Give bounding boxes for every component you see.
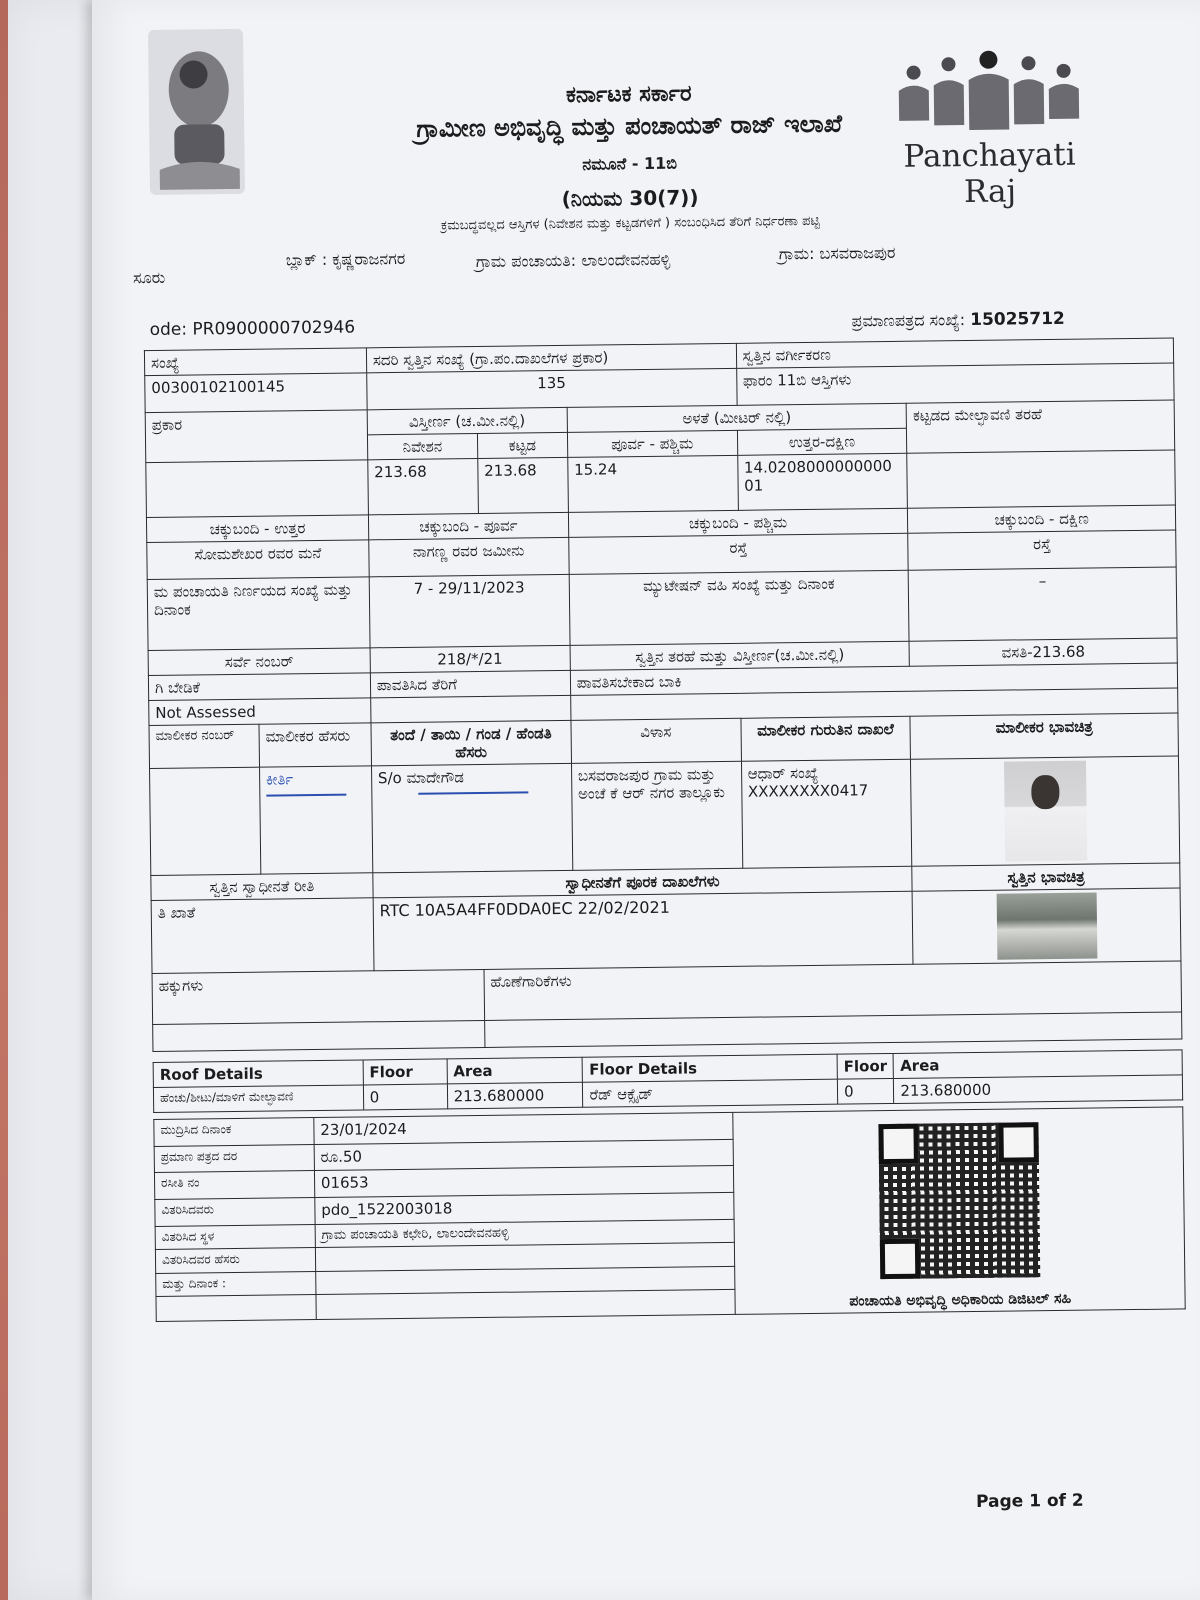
site-value: 213.68 (368, 459, 479, 515)
roof-type-label: ಕಟ್ಟಡದ ಮೇಲ್ಛಾವಣಿ ತರಹೆ (906, 400, 1174, 453)
owner-parent: S/o ಮಾದೇಗೌಡ (377, 768, 465, 788)
receipt-label: ರಸೀತಿ ನಂ (154, 1171, 314, 1200)
roof-floor: 0 (363, 1084, 447, 1110)
page-number: Page 1 of 2 (975, 1490, 1084, 1512)
dimension-label: ಅಳತೆ (ಮೀಟರ್ ನಲ್ಲಿ) (567, 403, 907, 432)
printed-date: 23/01/2024 (314, 1112, 734, 1144)
roof-details-title: Roof Details (153, 1060, 363, 1088)
owner-id-type: ಆಧಾರ್ ಸಂಖ್ಯೆ (747, 763, 819, 783)
owner-name-cell (259, 766, 372, 874)
property-code: ode: PR0900000702946 (149, 317, 356, 341)
roof-area: 213.680000 (447, 1082, 583, 1109)
gram-panchayat: ಗ್ರಾಮ ಪಂಚಾಯತಿ: ಲಾಲಂದೇವನಹಳ್ಳಿ (475, 249, 671, 272)
classification-value: ಫಾರಂ 11ಬಿ ಆಸ್ತಿಗಳು (736, 363, 1174, 405)
owner-photo-label: ಮಾಲೀಕರ ಭಾವಚಿತ್ರ (910, 713, 1178, 759)
owner-value-row (150, 756, 1180, 876)
issue-table (153, 1106, 1185, 1322)
north-south-value: 14.020800000000001 (737, 453, 907, 510)
floor-floor: 0 (837, 1078, 894, 1104)
possession-docs-label: ಸ್ವಾಧೀನತೆಗೆ ಪೂರಕ ದಾಖಲೆಗಳು (373, 866, 913, 898)
property-photo (996, 892, 1097, 959)
blank-label (156, 1295, 316, 1322)
liabilities-label: ಹೊಣೆಗಾರಿಕೆಗಳು (484, 961, 1182, 1021)
owner-id-label: ಮಾಲೀಕರ ಗುರುತಿನ ದಾಖಲೆ (741, 716, 911, 761)
owner-parent-label: ತಂದೆ / ತಾಯಿ / ಗಂಡ / ಹೆಂಡತಿ ಹೆಸರು (371, 720, 571, 765)
department-title: ಗ್ರಾಮೀಣ ಅಭಿವೃದ್ಧಿ ಮತ್ತು ಪಂಚಾಯತ್ ರಾಜ್ ಇಲಾಖೆ (416, 109, 843, 143)
roof-floor-table (153, 1049, 1184, 1113)
owner-no-value (150, 767, 261, 875)
owner-photo-cell (911, 756, 1180, 866)
owner-name-label: ಮಾಲೀಕರ ಹೆಸರು (259, 723, 371, 767)
qr-code-icon (878, 1122, 1040, 1279)
type-label: ಪ್ರಕಾರ (145, 410, 367, 463)
owner-address: ಬಸವರಾಜಪುರ ಗ್ರಾಮ ಮತ್ತು ಅಂಚೆ ಕೆ ಆರ್ ನಗರ ತಾಲ್ಲೂಕು (571, 761, 742, 870)
pen-underline (266, 794, 346, 796)
panchayati-raj-text: Panchayati Raj (903, 136, 1076, 211)
possession-docs-value: RTC 10A5A4FF0DDA0EC 22/02/2021 (373, 891, 913, 971)
government-title: ಕರ್ನಾಟಕ ಸರ್ಕಾರ (565, 81, 692, 108)
type-value (146, 460, 368, 518)
property-id-label: ಸಂಖ್ಯೆ (144, 348, 366, 376)
west-boundary-label: ಚಕ್ಕುಬಂದಿ - ಪಶ್ಚಿಮ (568, 508, 908, 537)
blank-value (316, 1289, 736, 1319)
gp-number-label: ಸದರಿ ಸ್ವತ್ತಿನ ಸಂಖ್ಯೆ (ಗ್ರಾ.ಪಂ.ದಾಖಲೆಗಳ ಪ್ರಕಾರ) (366, 343, 736, 373)
owner-address-label: ವಿಳಾಸ (571, 718, 741, 763)
west-boundary: ರಸ್ತೆ (568, 533, 908, 574)
resolution-row (147, 567, 1177, 651)
floor-type: ರೆಡ್ ಆಕ್ಸೈಡ್ (583, 1079, 838, 1107)
issuer-value: pdo_1522003018 (315, 1192, 735, 1224)
possession-mode-value: ತಿ ಖಾತೆ (151, 898, 374, 974)
gp-number-value: 135 (367, 368, 737, 410)
form-number: ನಮೂನೆ - 11ಬಿ (582, 153, 678, 174)
floor-area-label: Area (893, 1050, 1182, 1079)
tax-demand-value: Not Assessed (149, 698, 371, 726)
header (132, 17, 1182, 360)
survey-value: 218/*/21 (370, 645, 570, 672)
floor-details-title: Floor Details (583, 1054, 838, 1082)
floor-area: 213.680000 (894, 1075, 1183, 1104)
rule-number: (ನಿಯಮ 30(7)) (561, 185, 699, 211)
roof-type: ಹೆಂಚು/ಶೀಟು/ಮಾಳಿಗೆ ಮೇಲ್ಛಾವಣಿ (153, 1085, 363, 1113)
place-label: ವಿತರಿಸಿದ ಸ್ಥಳ (155, 1224, 315, 1249)
mutation-value: – (908, 567, 1177, 641)
east-west-label: ಪೂರ್ವ - ಪಶ್ಚಿಮ (567, 430, 737, 457)
site-label: ನಿವೇಶನ (367, 434, 477, 460)
owner-id-value: XXXXXXXX0417 (747, 781, 869, 801)
tax-paid-value (371, 695, 571, 722)
classification-label: ಸ್ವತ್ತಿನ ವರ್ಗೀಕರಣ (736, 338, 1174, 368)
form-subtitle: ಕ್ರಮಬದ್ಧವಲ್ಲದ ಆಸ್ತಿಗಳ (ನಿವೇಶನ ಮತ್ತು ಕಟ್ಟಡಗಳಿಗೆ ) ಸಂಬಂಧಿಸಿದ ತೆರಿಗೆ ನಿರ್ಧರಣಾ ಪಟ್ಟಿ (440, 213, 820, 234)
receipt-value: 01653 (314, 1166, 734, 1198)
signature-cell (733, 1107, 1185, 1314)
owner-no-label: ಮಾಲೀಕರ ನಂಬರ್ (149, 724, 259, 768)
block: ಬ್ಲಾಕ್ : ಕೃಷ್ಣರಾಜನಗರ (285, 248, 406, 270)
tax-paid-label: ಪಾವತಿಸಿದ ತೆರಿಗೆ (370, 670, 570, 697)
building-value: 213.68 (478, 457, 569, 513)
printed-label: ಮುದ್ರಿಸಿದ ದಿನಾಂಕ (154, 1118, 314, 1147)
tax-demand-label: ಗಿ ಬೇಡಿಕೆ (148, 673, 370, 701)
karnataka-emblem (148, 29, 245, 195)
pen-underline (418, 791, 528, 794)
roof-floor-label: Floor (363, 1059, 447, 1085)
north-boundary-label: ಚಕ್ಕುಬಂದಿ - ಉತ್ತರ (146, 515, 368, 543)
roof-area-label: Area (447, 1057, 583, 1084)
floor-floor-label: Floor (837, 1053, 894, 1079)
rights-label: ಹಕ್ಕುಗಳು (152, 969, 484, 1024)
north-south-label: ಉತ್ತರ-ದಕ್ಷಿಣ (737, 428, 907, 455)
fee-label: ಪ್ರಮಾಣ ಪತ್ರದ ದರ (154, 1144, 314, 1173)
certificate-number (851, 309, 1064, 332)
village: ಗ್ರಾಮ: ಬಸವರಾಜಪುರ (778, 242, 896, 264)
district: ಸೂರು (132, 267, 166, 288)
east-west-value: 15.24 (567, 455, 737, 512)
roof-type-value (907, 450, 1175, 508)
east-boundary-label: ಚಕ್ಕುಬಂದಿ - ಪೂರ್ವ (368, 512, 568, 539)
certificate-value: 15025712 (970, 308, 1065, 330)
date-label: ಮತ್ತು ದಿನಾಂಕ : (156, 1271, 316, 1296)
issuer-label: ವಿತರಿಸಿದವರು (155, 1198, 315, 1227)
possession-mode-label: ಸ್ವತ್ತಿನ ಸ್ವಾಧೀನತೆ ರೀತಿ (151, 873, 373, 901)
survey-label: ಸರ್ವೆ ನಂಬರ್ (148, 648, 370, 676)
property-kind-value: ವಸತಿ-213.68 (909, 638, 1177, 666)
rights-value (153, 1020, 485, 1051)
place-value: ಗ್ರಾಮ ಪಂಚಾಯತಿ ಕಛೇರಿ, ಲಾಲಂದೇವನಹಳ್ಳಿ (315, 1219, 735, 1248)
property-table (144, 337, 1186, 1322)
possession-value-row (151, 888, 1181, 974)
extent-label: ವಿಸ್ತೀರ್ಣ (ಚ.ಮೀ.ನಲ್ಲಿ) (367, 407, 567, 434)
owner-parent-cell (371, 763, 572, 872)
property-id-value: 00300102100145 (145, 373, 367, 413)
digital-signature-label: ಪಂಚಾಯತಿ ಅಭಿವೃದ್ಧಿ ಅಧಿಕಾರಿಯ ಡಿಜಿಟಲ್ ಸಹಿ (849, 1290, 1072, 1310)
east-boundary: ನಾಗಣ್ಣ ರವರ ಜಮೀನು (369, 537, 569, 576)
panchayati-raj-logo (893, 49, 1085, 211)
form-11b (132, 17, 1197, 1569)
fee-value: ರೂ.50 (314, 1139, 734, 1171)
property-photo-cell (912, 888, 1181, 964)
south-boundary: ರಸ್ತೆ (908, 530, 1176, 570)
property-photo-label: ಸ್ವತ್ತಿನ ಭಾವಚಿತ್ರ (912, 863, 1180, 891)
owner-name: ಕೀರ್ತಿ (265, 770, 294, 789)
resolution-label: ಮ ಪಂಚಾಯತಿ ನಿರ್ಣಯದ ಸಂಖ್ಯೆ ಮತ್ತು ದಿನಾಂಕ (147, 577, 370, 651)
south-boundary-label: ಚಕ್ಕುಬಂದಿ - ದಕ್ಷಿಣ (908, 505, 1176, 533)
building-label: ಕಟ್ಟಡ (477, 432, 567, 458)
owner-id-cell (741, 759, 912, 868)
resolution-value: 7 - 29/11/2023 (369, 574, 570, 647)
owner-photo (1004, 761, 1087, 862)
receiver-label: ವಿತರಿಸಿದವರ ಹೆಸರು (155, 1248, 315, 1273)
north-boundary: ಸೋಮಶೇಖರ ರವರ ಮನೆ (147, 540, 369, 580)
tax-due-label: ಪಾವತಿಸಬೇಕಾದ ಬಾಕಿ (570, 663, 1178, 695)
property-kind-label: ಸ್ವತ್ತಿನ ತರಹೆ ಮತ್ತು ವಿಸ್ತೀರ್ಣ(ಚ.ಮೀ.ನಲ್ಲಿ) (570, 641, 910, 670)
certificate-label: ಪ್ರಮಾಣಪತ್ರದ ಸಂಖ್ಯೆ: (851, 310, 966, 331)
mutation-label: ಮ್ಯುಟೇಷನ್ ವಹಿ ಸಂಖ್ಯೆ ಮತ್ತು ದಿನಾಂಕ (569, 570, 909, 645)
